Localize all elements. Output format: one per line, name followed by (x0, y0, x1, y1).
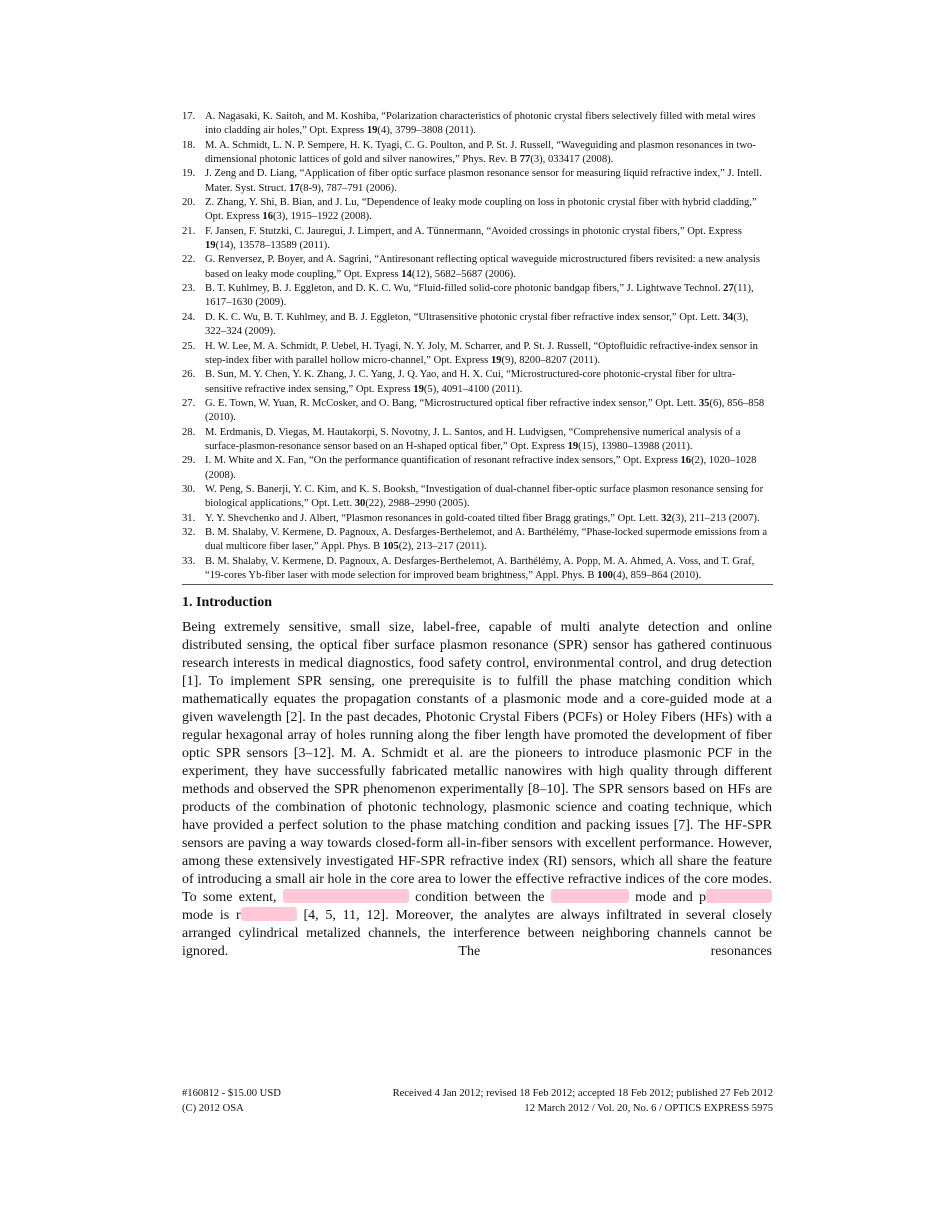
reference-number: 23. (182, 283, 196, 295)
footer-id-price: #160812 - $15.00 USD (182, 1088, 281, 1099)
reference-text: B. Sun, M. Y. Chen, Y. K. Zhang, J. C. Yang, J. Q. Yao, and H. X. Cui, “Microstructured-core photonic-crystal fiber for ultra-sensitive refractive index sensing,” Opt. Express 19(5), 4091–4100 (2011). (205, 369, 736, 395)
page-footer (182, 1086, 773, 1116)
reference-number: 17. (182, 111, 196, 122)
reference-item (182, 139, 772, 168)
reference-number: 33. (182, 555, 196, 567)
reference-item (182, 167, 772, 196)
reference-text: B. T. Kuhlmey, B. J. Eggleton, and D. K. C. Wu, “Fluid-filled solid-core photonic bandgap fibers,” J. Lightwave Technol. 27(11), 1617–1630 (2009). (205, 283, 754, 309)
reference-text: Z. Zhang, Y. Shi, B. Bian, and J. Lu, “Dependence of leaky mode coupling on loss in photonic crystal fiber with hybrid cladding,” Opt. Express 16(3), 1915–1922 (2008). (205, 197, 757, 223)
reference-text: B. M. Shalaby, V. Kermene, D. Pagnoux, A. Desfarges-Berthelemot, and A. Barthélémy, “Phase-locked supermode emissions from a dual multicore fiber laser,” Appl. Phys. B 105(2), 213–217 (2011). (205, 526, 768, 553)
reference-text: M. Erdmanis, D. Viegas, M. Hautakorpi, S. Novotny, J. L. Santos, and H. Ludvigsen, “Comprehensive numerical analysis of a surface-plasmon-resonance sensor based on an H-shaped optical fiber,” Opt. Express 19(15), 13980–13988 (2011). (205, 426, 741, 452)
reference-item (182, 397, 772, 426)
reference-item (182, 512, 772, 526)
reference-number: 22. (182, 254, 196, 266)
section-divider (182, 584, 773, 585)
reference-number: 30. (182, 483, 196, 495)
footer-received: Received 4 Jan 2012; revised 18 Feb 2012; accepted 18 Feb 2012; published 27 Feb 2012 (392, 1088, 773, 1099)
reference-text: A. Nagasaki, K. Saitoh, and M. Koshiba, “Polarization characteristics of photonic crystal fibers selectively filled with metal wires into cladding air holes,” Opt. Express 19(4), 3799–3808 (2011). (205, 111, 756, 137)
reference-number: 32. (182, 526, 196, 538)
reference-text: M. A. Schmidt, L. N. P. Sempere, H. K. Tyagi, C. G. Poulton, and P. St. J. Russell, “Waveguiding and plasmon resonances in two-dimensional photonic lattices of gold and silver nanowires,” Phys. Rev. B 77(3), 033417 (2008). (205, 139, 756, 166)
reference-number: 24. (182, 311, 196, 323)
reference-item (182, 483, 772, 512)
section-title: 1. Introduction (182, 595, 272, 611)
reference-item (182, 311, 772, 340)
footer-row (182, 1086, 773, 1101)
reference-text: F. Jansen, F. Stutzki, C. Jauregui, J. Limpert, and A. Tünnermann, “Avoided crossings in photonic crystal fibers,” Opt. Express 19(14), 13578–13589 (2011). (205, 225, 742, 252)
footer-copyright: (C) 2012 OSA (182, 1103, 244, 1114)
reference-number: 28. (182, 426, 196, 438)
reference-item (182, 282, 772, 311)
reference-number: 19. (182, 168, 196, 180)
footer-row (182, 1101, 773, 1116)
redaction-highlight (241, 907, 297, 921)
reference-number: 29. (182, 455, 196, 467)
reference-number: 27. (182, 397, 196, 409)
reference-item (182, 526, 772, 555)
reference-text: W. Peng, S. Banerji, Y. C. Kim, and K. S. Booksh, “Investigation of dual-channel fiber-optic surface plasmon resonance sensing for biological applications,” Opt. Lett. 30(22), 2988–2990 (2005). (205, 483, 764, 510)
reference-text: B. M. Shalaby, V. Kermene, D. Pagnoux, A. Desfarges-Berthelemot, A. Barthélémy, A. Popp, M. A. Ahmed, A. Voss, and T. Graf, “19-cores Yb-fiber laser with mode selection for improved beam brightness,” Appl. Phys. B 100(4), 859–864 (2010). (205, 555, 755, 581)
reference-item (182, 340, 772, 369)
reference-text: G. E. Town, W. Yuan, R. McCosker, and O. Bang, “Microstructured optical fiber refractive index sensor,” Opt. Lett. 35(6), 856–858 (2010). (205, 397, 765, 424)
reference-text: G. Renversez, P. Boyer, and A. Sagrini, “Antiresonant reflecting optical waveguide microstructured fibers revisited: a new analysis based on leaky mode coupling,” Opt. Express 14(12), 5682–5687 (2006). (205, 254, 760, 280)
reference-item (182, 426, 772, 455)
reference-number: 26. (182, 369, 196, 381)
reference-number: 18. (182, 139, 196, 151)
reference-text: H. W. Lee, M. A. Schmidt, P. Uebel, H. Tyagi, N. Y. Joly, M. Scharrer, and P. St. J. Russell, “Optofluidic refractive-index sensor in step-index fiber with parallel hollow micro-channel,” Opt. Express 19(9), 8200–8207 (2011). (205, 340, 758, 366)
reference-item (182, 253, 772, 282)
reference-item (182, 196, 772, 225)
reference-number: 20. (182, 197, 196, 209)
reference-number: 25. (182, 340, 196, 352)
reference-number: 21. (182, 225, 196, 237)
redaction-highlight (706, 889, 772, 903)
reference-text: D. K. C. Wu, B. T. Kuhlmey, and B. J. Eggleton, “Ultrasensitive photonic crystal fiber refractive index sensor,” Opt. Lett. 34(3), 322–324 (2009). (205, 311, 749, 338)
footer-issue: 12 March 2012 / Vol. 20, No. 6 / OPTICS EXPRESS 5975 (524, 1103, 773, 1114)
reference-item (182, 555, 772, 584)
redaction-highlight (283, 889, 409, 903)
reference-text: J. Zeng and D. Liang, “Application of fiber optic surface plasmon resonance sensor for measuring liquid refractive index,” J. Intell. Mater. Syst. Struct. 17(8-9), 787–791 (2006). (205, 168, 762, 194)
redaction-highlight (551, 889, 629, 903)
intro-paragraph: Being extremely sensitive, small size, label-free, capable of multi analyte detection and online distributed sensing, the optical fiber surface plasmon resonance (SPR) sensor has gathered continuous research interests in medical diagnostics, food safety control, environmental control, and drug detection [1]. To implement SPR sensing, one prerequisite is to fulfill the phase matching condition which mathematically equates the propagation constants of a plasmonic mode and a core-guided mode at a given wavelength [2]. In the past decades, Photonic Crystal Fibers (PCFs) or Holey Fibers (HFs) with a regular hexagonal array of holes running along the fiber length have promoted the development of fiber optic SPR sensors [3–12]. M. A. Schmidt et al. are the pioneers to introduce plasmonic PCF in the experiment, they have successfully fabricated metallic nanowires with high quality through different methods and observed the SPR phenomenon experimentally [8–10]. The SPR sensors based on HFs are products of the combination of photonic technology, plasmonic science and coating technique, which have provided a perfect solution to the phase matching condition and packing issues [7]. The HF-SPR sensors are paving a way towards closed-form all-in-fiber sensors with excellent performance. However, among these extensively investigated HF-SPR refractive index (RI) sensors, which all share the feature of introducing a small air hole in the core area to lower the effective refractive indices of the core modes. To some extent, condition between the mode and pmode is r [4, 5, 11, 12]. Moreover, the analytes are always infiltrated in several closely arranged cylindrical metalized channels, the interference between neighboring channels cannot be ignored. The resonances (182, 620, 773, 960)
reference-item (182, 225, 772, 254)
page-content (182, 110, 772, 961)
reference-number: 31. (182, 512, 196, 524)
reference-list (182, 110, 772, 583)
reference-text: Y. Y. Shevchenko and J. Albert, “Plasmon resonances in gold-coated tilted fiber Bragg gratings,” Opt. Lett. 32(3), 211–213 (2007). (205, 512, 760, 524)
reference-item (182, 454, 772, 483)
reference-item (182, 368, 772, 397)
reference-item (182, 110, 772, 139)
reference-text: I. M. White and X. Fan, “On the performance quantification of resonant refractive index sensors,” Opt. Express 16(2), 1020–1028 (2008). (205, 455, 757, 481)
